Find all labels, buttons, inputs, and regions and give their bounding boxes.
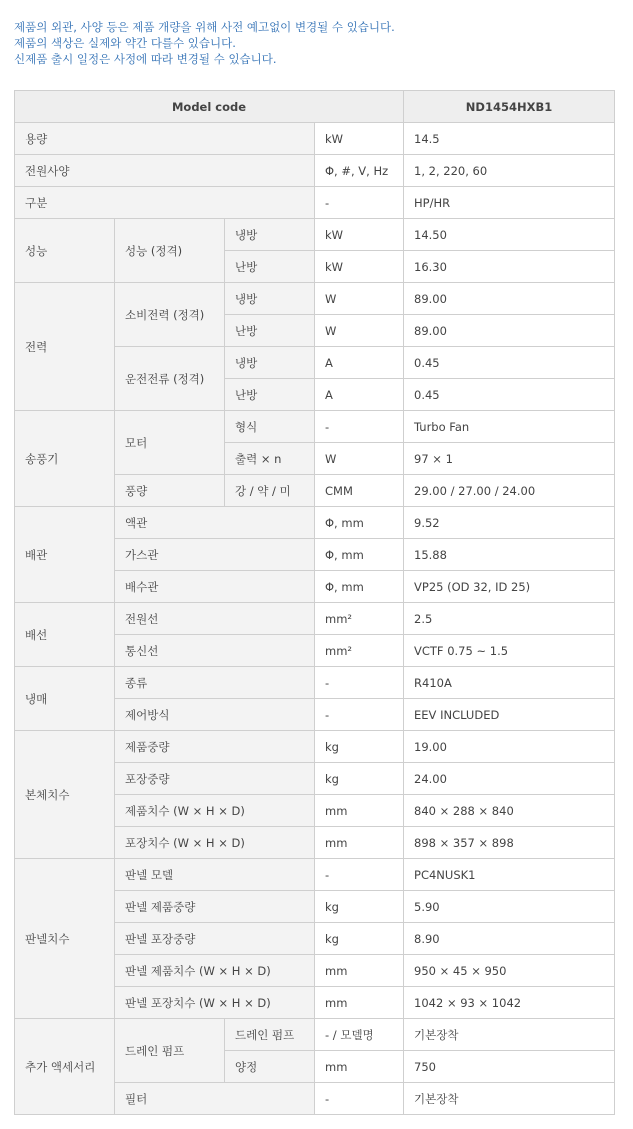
subgroup-label: 판넬 포장치수 (W × H × D) — [115, 987, 315, 1019]
value-cell: 89.00 — [404, 315, 615, 347]
unit-cell: mm — [315, 795, 404, 827]
row-label: 전원사양 — [15, 155, 315, 187]
unit-cell: - — [315, 859, 404, 891]
table-row — [15, 859, 615, 891]
group-label: 추가 액세서리 — [15, 1019, 115, 1115]
subgroup-label: 포장중량 — [115, 763, 315, 795]
subgroup-label: 판넬 제품치수 (W × H × D) — [115, 955, 315, 987]
model-code-header: Model code — [15, 91, 404, 123]
unit-cell: kg — [315, 731, 404, 763]
row-label: 구분 — [15, 187, 315, 219]
value-cell: 5.90 — [404, 891, 615, 923]
item-label: 난방 — [225, 251, 315, 283]
subgroup-label: 필터 — [115, 1083, 315, 1115]
unit-cell: kg — [315, 763, 404, 795]
unit-cell: Φ, mm — [315, 539, 404, 571]
table-row — [15, 667, 615, 699]
group-label: 본체치수 — [15, 731, 115, 859]
value-cell: 750 — [404, 1051, 615, 1083]
unit-cell: W — [315, 283, 404, 315]
item-label: 형식 — [225, 411, 315, 443]
subgroup-label: 배수관 — [115, 571, 315, 603]
table-row — [15, 155, 615, 187]
model-name-header: ND1454HXB1 — [404, 91, 615, 123]
value-cell: 24.00 — [404, 763, 615, 795]
unit-cell: Φ, mm — [315, 571, 404, 603]
subgroup-label: 가스관 — [115, 539, 315, 571]
unit-cell: kW — [315, 123, 404, 155]
subgroup-label: 풍량 — [115, 475, 225, 507]
unit-cell: W — [315, 443, 404, 475]
value-cell: 89.00 — [404, 283, 615, 315]
value-cell: 1042 × 93 × 1042 — [404, 987, 615, 1019]
unit-cell: mm² — [315, 635, 404, 667]
subgroup-label: 소비전력 (정격) — [115, 283, 225, 347]
subgroup-label: 판넬 포장중량 — [115, 923, 315, 955]
table-row — [15, 603, 615, 635]
value-cell: 97 × 1 — [404, 443, 615, 475]
unit-cell: W — [315, 315, 404, 347]
value-cell: 9.52 — [404, 507, 615, 539]
table-row — [15, 507, 615, 539]
item-label: 출력 × n — [225, 443, 315, 475]
unit-cell: - — [315, 411, 404, 443]
table-row — [15, 187, 615, 219]
item-label: 난방 — [225, 315, 315, 347]
group-label: 전력 — [15, 283, 115, 411]
notice-line: 제품의 외관, 사양 등은 제품 개량을 위해 사전 예고없이 변경될 수 있습니다. — [14, 20, 395, 34]
group-label: 판넬치수 — [15, 859, 115, 1019]
value-cell: VP25 (OD 32, ID 25) — [404, 571, 615, 603]
unit-cell: kg — [315, 923, 404, 955]
value-cell: 기본장착 — [404, 1083, 615, 1115]
value-cell: Turbo Fan — [404, 411, 615, 443]
header-row — [15, 91, 615, 123]
unit-cell: mm — [315, 987, 404, 1019]
value-cell: VCTF 0.75 ~ 1.5 — [404, 635, 615, 667]
unit-cell: - — [315, 699, 404, 731]
value-cell: EEV INCLUDED — [404, 699, 615, 731]
table-row — [15, 411, 615, 443]
table-row — [15, 123, 615, 155]
subgroup-label: 액관 — [115, 507, 315, 539]
value-cell: 15.88 — [404, 539, 615, 571]
group-label: 배선 — [15, 603, 115, 667]
unit-cell: mm² — [315, 603, 404, 635]
subgroup-label: 모터 — [115, 411, 225, 475]
group-label: 냉매 — [15, 667, 115, 731]
subgroup-label: 전원선 — [115, 603, 315, 635]
item-label: 강 / 약 / 미 — [225, 475, 315, 507]
value-cell: HP/HR — [404, 187, 615, 219]
value-cell: 840 × 288 × 840 — [404, 795, 615, 827]
subgroup-label: 종류 — [115, 667, 315, 699]
notice-line: 신제품 출시 일정은 사정에 따라 변경될 수 있습니다. — [14, 52, 277, 66]
unit-cell: mm — [315, 827, 404, 859]
unit-cell: - — [315, 667, 404, 699]
subgroup-label: 제품치수 (W × H × D) — [115, 795, 315, 827]
unit-cell: A — [315, 347, 404, 379]
table-row — [15, 1019, 615, 1051]
group-label: 배관 — [15, 507, 115, 603]
value-cell: 기본장착 — [404, 1019, 615, 1051]
value-cell: 0.45 — [404, 347, 615, 379]
table-row — [15, 283, 615, 315]
item-label: 드레인 펌프 — [225, 1019, 315, 1051]
unit-cell: - — [315, 187, 404, 219]
value-cell: 2.5 — [404, 603, 615, 635]
value-cell: R410A — [404, 667, 615, 699]
item-label: 냉방 — [225, 283, 315, 315]
subgroup-label: 제품중량 — [115, 731, 315, 763]
value-cell: 950 × 45 × 950 — [404, 955, 615, 987]
value-cell: 8.90 — [404, 923, 615, 955]
table-row — [15, 219, 615, 251]
subgroup-label: 판넬 제품중량 — [115, 891, 315, 923]
subgroup-label: 판넬 모델 — [115, 859, 315, 891]
subgroup-label: 통신선 — [115, 635, 315, 667]
subgroup-label: 드레인 펌프 — [115, 1019, 225, 1083]
value-cell: 1, 2, 220, 60 — [404, 155, 615, 187]
group-label: 성능 — [15, 219, 115, 283]
item-label: 난방 — [225, 379, 315, 411]
subgroup-label: 운전전류 (정격) — [115, 347, 225, 411]
unit-cell: - / 모델명 — [315, 1019, 404, 1051]
unit-cell: kW — [315, 251, 404, 283]
unit-cell: Φ, mm — [315, 507, 404, 539]
unit-cell: mm — [315, 955, 404, 987]
unit-cell: CMM — [315, 475, 404, 507]
row-label: 용량 — [15, 123, 315, 155]
value-cell: 16.30 — [404, 251, 615, 283]
table-row — [15, 731, 615, 763]
value-cell: 14.5 — [404, 123, 615, 155]
unit-cell: A — [315, 379, 404, 411]
notice-line: 제품의 색상은 실제와 약간 다를수 있습니다. — [14, 36, 236, 50]
spec-table — [14, 90, 615, 1115]
subgroup-label: 포장치수 (W × H × D) — [115, 827, 315, 859]
unit-cell: kW — [315, 219, 404, 251]
unit-cell: mm — [315, 1051, 404, 1083]
item-label: 양정 — [225, 1051, 315, 1083]
subgroup-label: 성능 (정격) — [115, 219, 225, 283]
value-cell: PC4NUSK1 — [404, 859, 615, 891]
unit-cell: - — [315, 1083, 404, 1115]
notice-list — [14, 19, 395, 67]
subgroup-label: 제어방식 — [115, 699, 315, 731]
item-label: 냉방 — [225, 219, 315, 251]
unit-cell: kg — [315, 891, 404, 923]
value-cell: 0.45 — [404, 379, 615, 411]
value-cell: 14.50 — [404, 219, 615, 251]
unit-cell: Φ, #, V, Hz — [315, 155, 404, 187]
item-label: 냉방 — [225, 347, 315, 379]
value-cell: 19.00 — [404, 731, 615, 763]
value-cell: 29.00 / 27.00 / 24.00 — [404, 475, 615, 507]
group-label: 송풍기 — [15, 411, 115, 507]
value-cell: 898 × 357 × 898 — [404, 827, 615, 859]
